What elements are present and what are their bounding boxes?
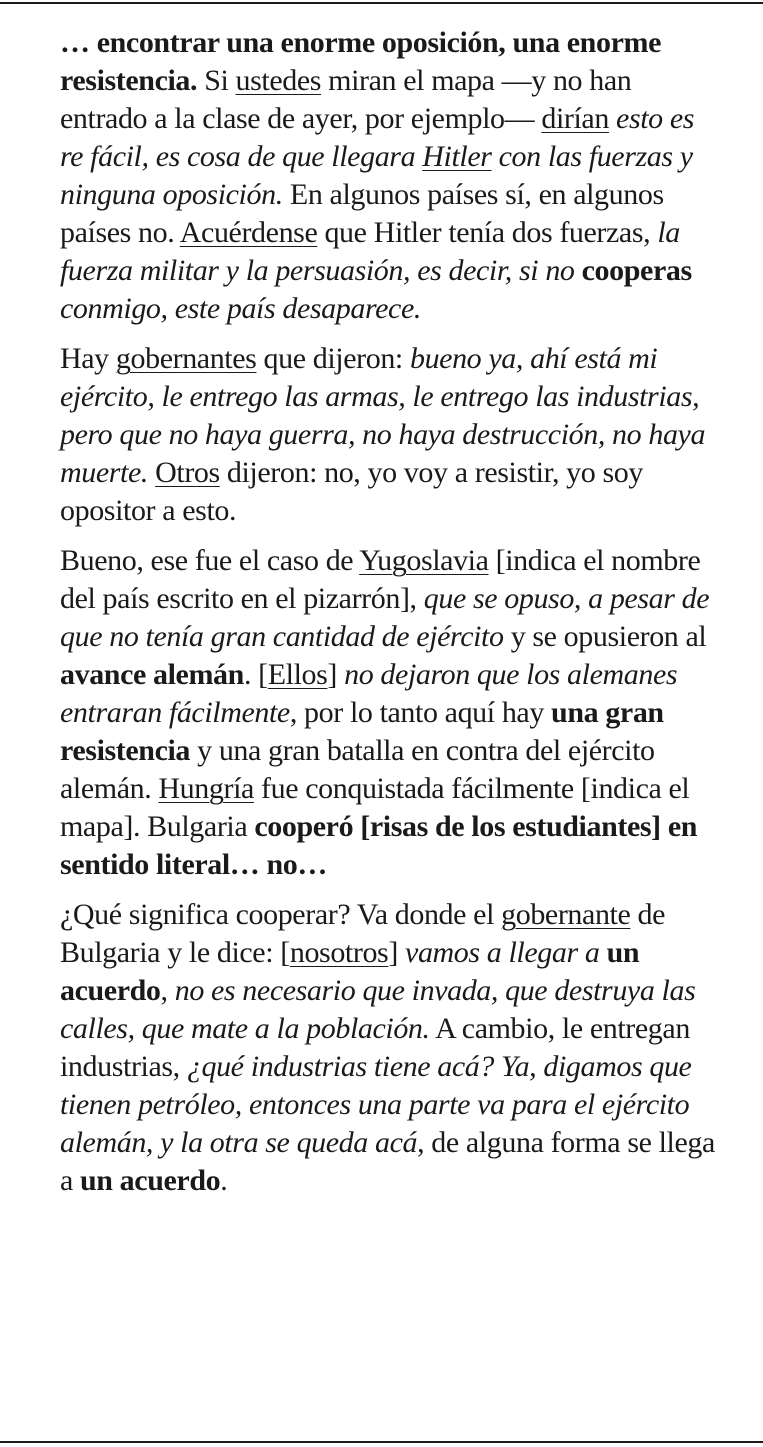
text-run	[609, 102, 616, 135]
underlined-term: gobernante	[501, 898, 631, 931]
text-run: , de alguna forma se llega a	[60, 1126, 715, 1197]
paragraph	[60, 340, 720, 530]
text-run: miran el mapa —y no han entrado a la clase de ayer, por ejemplo—	[60, 64, 632, 135]
italic-phrase: no es necesario que invada, que destruya las calles, que mate a la población.	[60, 974, 696, 1045]
bold-phrase: … encontrar una enorme oposición, una enorme resistencia.	[60, 26, 661, 97]
underlined-term: Hungría	[158, 772, 254, 805]
bottom-rule	[0, 1441, 763, 1443]
text-run: fue conquistada fácilmente [indica el mapa]. Bulgaria	[60, 772, 690, 843]
paragraph	[60, 24, 720, 328]
italic-phrase: no dejaron que los alemanes entraran fácilmente	[60, 658, 678, 729]
underlined-term: Acuérdense	[179, 216, 318, 249]
text-run: ,	[160, 974, 175, 1007]
top-rule	[0, 2, 763, 4]
text-run: ]	[327, 658, 345, 691]
underlined-term: Hitler	[422, 140, 492, 173]
text-run: Bueno, ese fue el caso de	[60, 544, 360, 577]
text-run: de Bulgaria y le dice: [	[60, 898, 666, 969]
italic-phrase: que se opuso, a pesar de que no tenía gran cantidad de ejército	[60, 582, 710, 653]
text-run: . [	[243, 658, 268, 691]
italic-phrase: la fuerza militar y la persuasión, es decir, si no	[60, 216, 680, 287]
text-run: que dijeron:	[256, 342, 410, 375]
italic-phrase: bueno ya, ahí está mi ejército, le entrego las armas, le entrego las industrias, pero que no haya guerra, no haya destrucción, no haya muerte.	[60, 342, 706, 489]
text-run: Hay	[60, 342, 116, 375]
underlined-term: dirían	[541, 102, 609, 135]
text-run: , por lo tanto aquí hay	[289, 696, 552, 729]
text-run: dijeron: no, yo voy a resistir, yo soy opositor a esto.	[60, 456, 643, 527]
bold-phrase: cooperó [risas de los estudiantes] en sentido literal… no…	[60, 810, 698, 881]
transcript-text	[60, 24, 720, 1212]
underlined-term: Ellos	[267, 658, 328, 691]
bold-phrase: cooperas	[581, 254, 692, 287]
text-run: y se opusieron al	[503, 620, 707, 653]
italic-phrase: vamos a llegar a	[405, 936, 600, 969]
underlined-term: Otros	[155, 456, 220, 489]
italic-phrase: con las fuerzas y ninguna oposición.	[60, 140, 693, 211]
italic-phrase: esto es re fácil, es cosa de que llegara	[60, 102, 695, 173]
paragraph	[60, 896, 720, 1200]
underlined-term: gobernantes	[115, 342, 257, 375]
bold-phrase: un acuerdo	[80, 1164, 221, 1197]
text-run: que Hitler tenía dos fuerzas,	[317, 216, 658, 249]
italic-phrase: ¿qué industrias tiene acá? Ya, digamos que tienen petróleo, entonces una parte va para el ejército alemán, y la otra se queda acá	[60, 1050, 692, 1159]
underlined-term: nosotros	[289, 936, 389, 969]
bold-phrase: un acuerdo	[60, 936, 640, 1007]
text-run: ]	[388, 936, 406, 969]
text-run: [indica el nombre del país escrito en el pizarrón],	[60, 544, 701, 615]
bold-phrase: avance alemán	[60, 658, 244, 691]
italic-phrase: conmigo, este país desaparece.	[60, 292, 421, 325]
text-run	[599, 936, 606, 969]
paragraph	[60, 542, 720, 884]
bold-phrase: una gran resistencia	[60, 696, 664, 767]
text-run: y una gran batalla en contra del ejército alemán.	[60, 734, 655, 805]
text-run: ¿Qué significa cooperar? Va donde el	[60, 898, 502, 931]
underlined-term: Yugoslavia	[359, 544, 489, 577]
text-run: A cambio, le entregan industrias,	[60, 1012, 690, 1083]
text-run: Si	[197, 64, 236, 97]
underlined-term: ustedes	[235, 64, 322, 97]
text-run: En algunos países sí, en algunos países no.	[60, 178, 664, 249]
text-run: .	[220, 1164, 228, 1197]
